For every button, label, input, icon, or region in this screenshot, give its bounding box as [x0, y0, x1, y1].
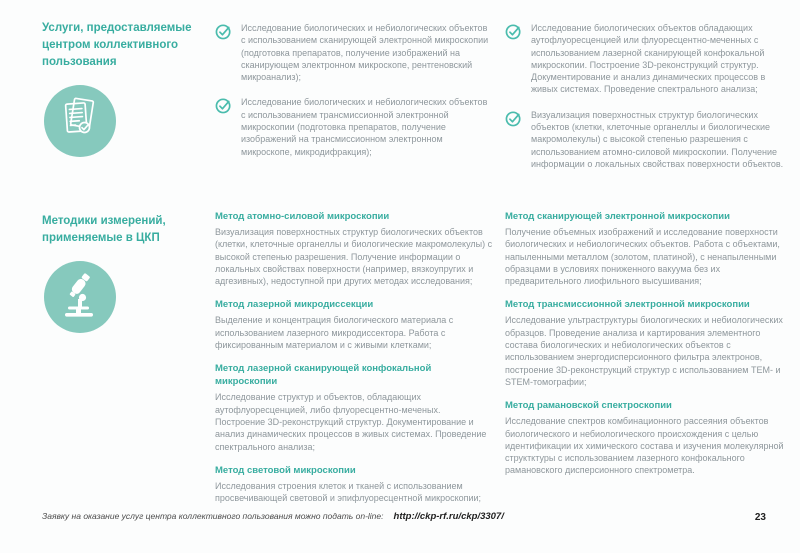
method-body: Исследования строения клеток и тканей с использованием просвечивающей световой и эпифлуоресцентной микроскопии;	[215, 480, 482, 504]
methods-section-rail	[42, 213, 204, 333]
service-item	[215, 22, 491, 83]
documents-check-icon	[55, 94, 105, 149]
method-heading: Метод рамановской спектроскопии	[505, 400, 672, 412]
method-block	[505, 210, 791, 287]
method-heading: Метод трансмиссионной электронной микроскопии	[505, 299, 750, 311]
methods-column-2	[505, 210, 791, 488]
services-column-1	[215, 22, 491, 171]
check-circle-icon	[505, 110, 522, 127]
service-item-text: Исследование биологических и небиологических объектов с использованием сканирующей электронной микроскопии (подготовка препаратов, получение изображений на сканирующем электронном микроскопе, рентгеновский микроанализ);	[241, 23, 489, 83]
services-icon-circle	[44, 85, 116, 157]
method-body: Исследование структур и объектов, обладающих аутофлуоресценцией, либо флуоресцентно-меченых. Построение 3D-реконструкций структур. Документирование и анализ динамических процессов в живых системах. Проведение спектрального анализа;	[215, 392, 487, 452]
method-body: Выделение и концентрация биологического материала с использованием лазерного микродиссектора. Работа с фиксированным материалом и с живыми клетками;	[215, 315, 454, 351]
method-block	[215, 298, 493, 351]
footer-url-link[interactable]: http://ckp-rf.ru/ckp/3307/	[393, 511, 504, 522]
service-item-text: Визуализация поверхностных структур биологических объектов (клетки, клеточные органеллы и биологические макромолекулы) с высокой степенью разрешения с использованием атомно-силовой микроскопии. Получение информации о локальных свойствах поверхности объектов.	[531, 109, 784, 169]
services-section-rail	[42, 20, 200, 157]
methods-column-1	[215, 210, 493, 515]
check-circle-icon	[505, 23, 522, 40]
microscope-icon	[55, 270, 105, 325]
method-heading: Метод лазерной сканирующей конфокальной микроскопии	[215, 363, 432, 388]
service-item-text: Исследование биологических объектов обладающих аутофлуоресценцией или флуоресцентно-меченных с использованием лазерной сканирующей конфокальной микроскопии. Построение 3D-реконструкций структур. Документирование и анализ динамических процессов в живых системах. Проведение спектрального анализа;	[531, 23, 766, 95]
service-item	[505, 109, 788, 170]
methods-section-title: Методики измерений, применяемые в ЦКП	[42, 215, 166, 244]
method-block	[215, 210, 493, 287]
services-section-title: Услуги, предоставляемые центром коллективного пользования	[42, 22, 192, 68]
methods-icon-circle	[44, 261, 116, 333]
footer-note: Заявку на оказание услуг центра коллективного пользования можно подать on-line:	[42, 511, 384, 521]
service-item-text: Исследование биологических и небиологических объектов с использованием трансмиссионной электронной микроскопии (подготовка препаратов, получение изображений на трансмиссионном электронном микроскопе, микродифракция);	[241, 97, 488, 157]
method-body: Получение объемных изображений и исследование поверхности биологических и небиологических объектов. Работа с объектами, напыленными металлом (золотом, платиной), с ненапыленными образцами в условиях пониженного вакуума без их предварительного лиофильного высушивания;	[505, 227, 780, 287]
page-number: 23	[754, 512, 766, 523]
service-item	[215, 96, 491, 157]
method-block	[505, 298, 791, 388]
method-block	[215, 362, 493, 452]
method-body: Исследование ультраструктуры биологических и небиологических образцов. Проведение анализа и картирования элементного состава биологических и небиологических объектов с использованием энергодисперсионного фильтра электронов, построение 3D-реконструкций структур с использованием TEM- и STEM-томографии;	[505, 315, 783, 387]
method-body: Исследование спектров комбинационного рассеяния объектов биологического и небиологического происхождения с целью идентификации их химического состава и изучения молекулярной структктуры с использованием лазерного конфокального рамановского дисперсионного спектрометра.	[505, 416, 784, 476]
method-block	[505, 399, 791, 476]
check-circle-icon	[215, 97, 232, 114]
method-heading: Метод лазерной микродиссекции	[215, 299, 374, 311]
footer	[42, 511, 742, 522]
service-item	[505, 22, 788, 96]
method-heading: Метод световой микроскопии	[215, 464, 356, 476]
method-body: Визуализация поверхностных структур биологических объектов (клетки, клеточные органеллы и биологические макромолекулы) с высокой степенью разрешения. Получение информации о локальных свойствах поверхности (например, вязкоупругих и адгезивных), недоступной при других методах исследования;	[215, 227, 493, 287]
services-column-2	[505, 22, 788, 183]
check-circle-icon	[215, 23, 232, 40]
method-block	[215, 464, 493, 505]
method-heading: Метод сканирующей электронной микроскопии	[505, 211, 730, 222]
method-heading: Метод атомно-силовой микроскопии	[215, 211, 390, 222]
